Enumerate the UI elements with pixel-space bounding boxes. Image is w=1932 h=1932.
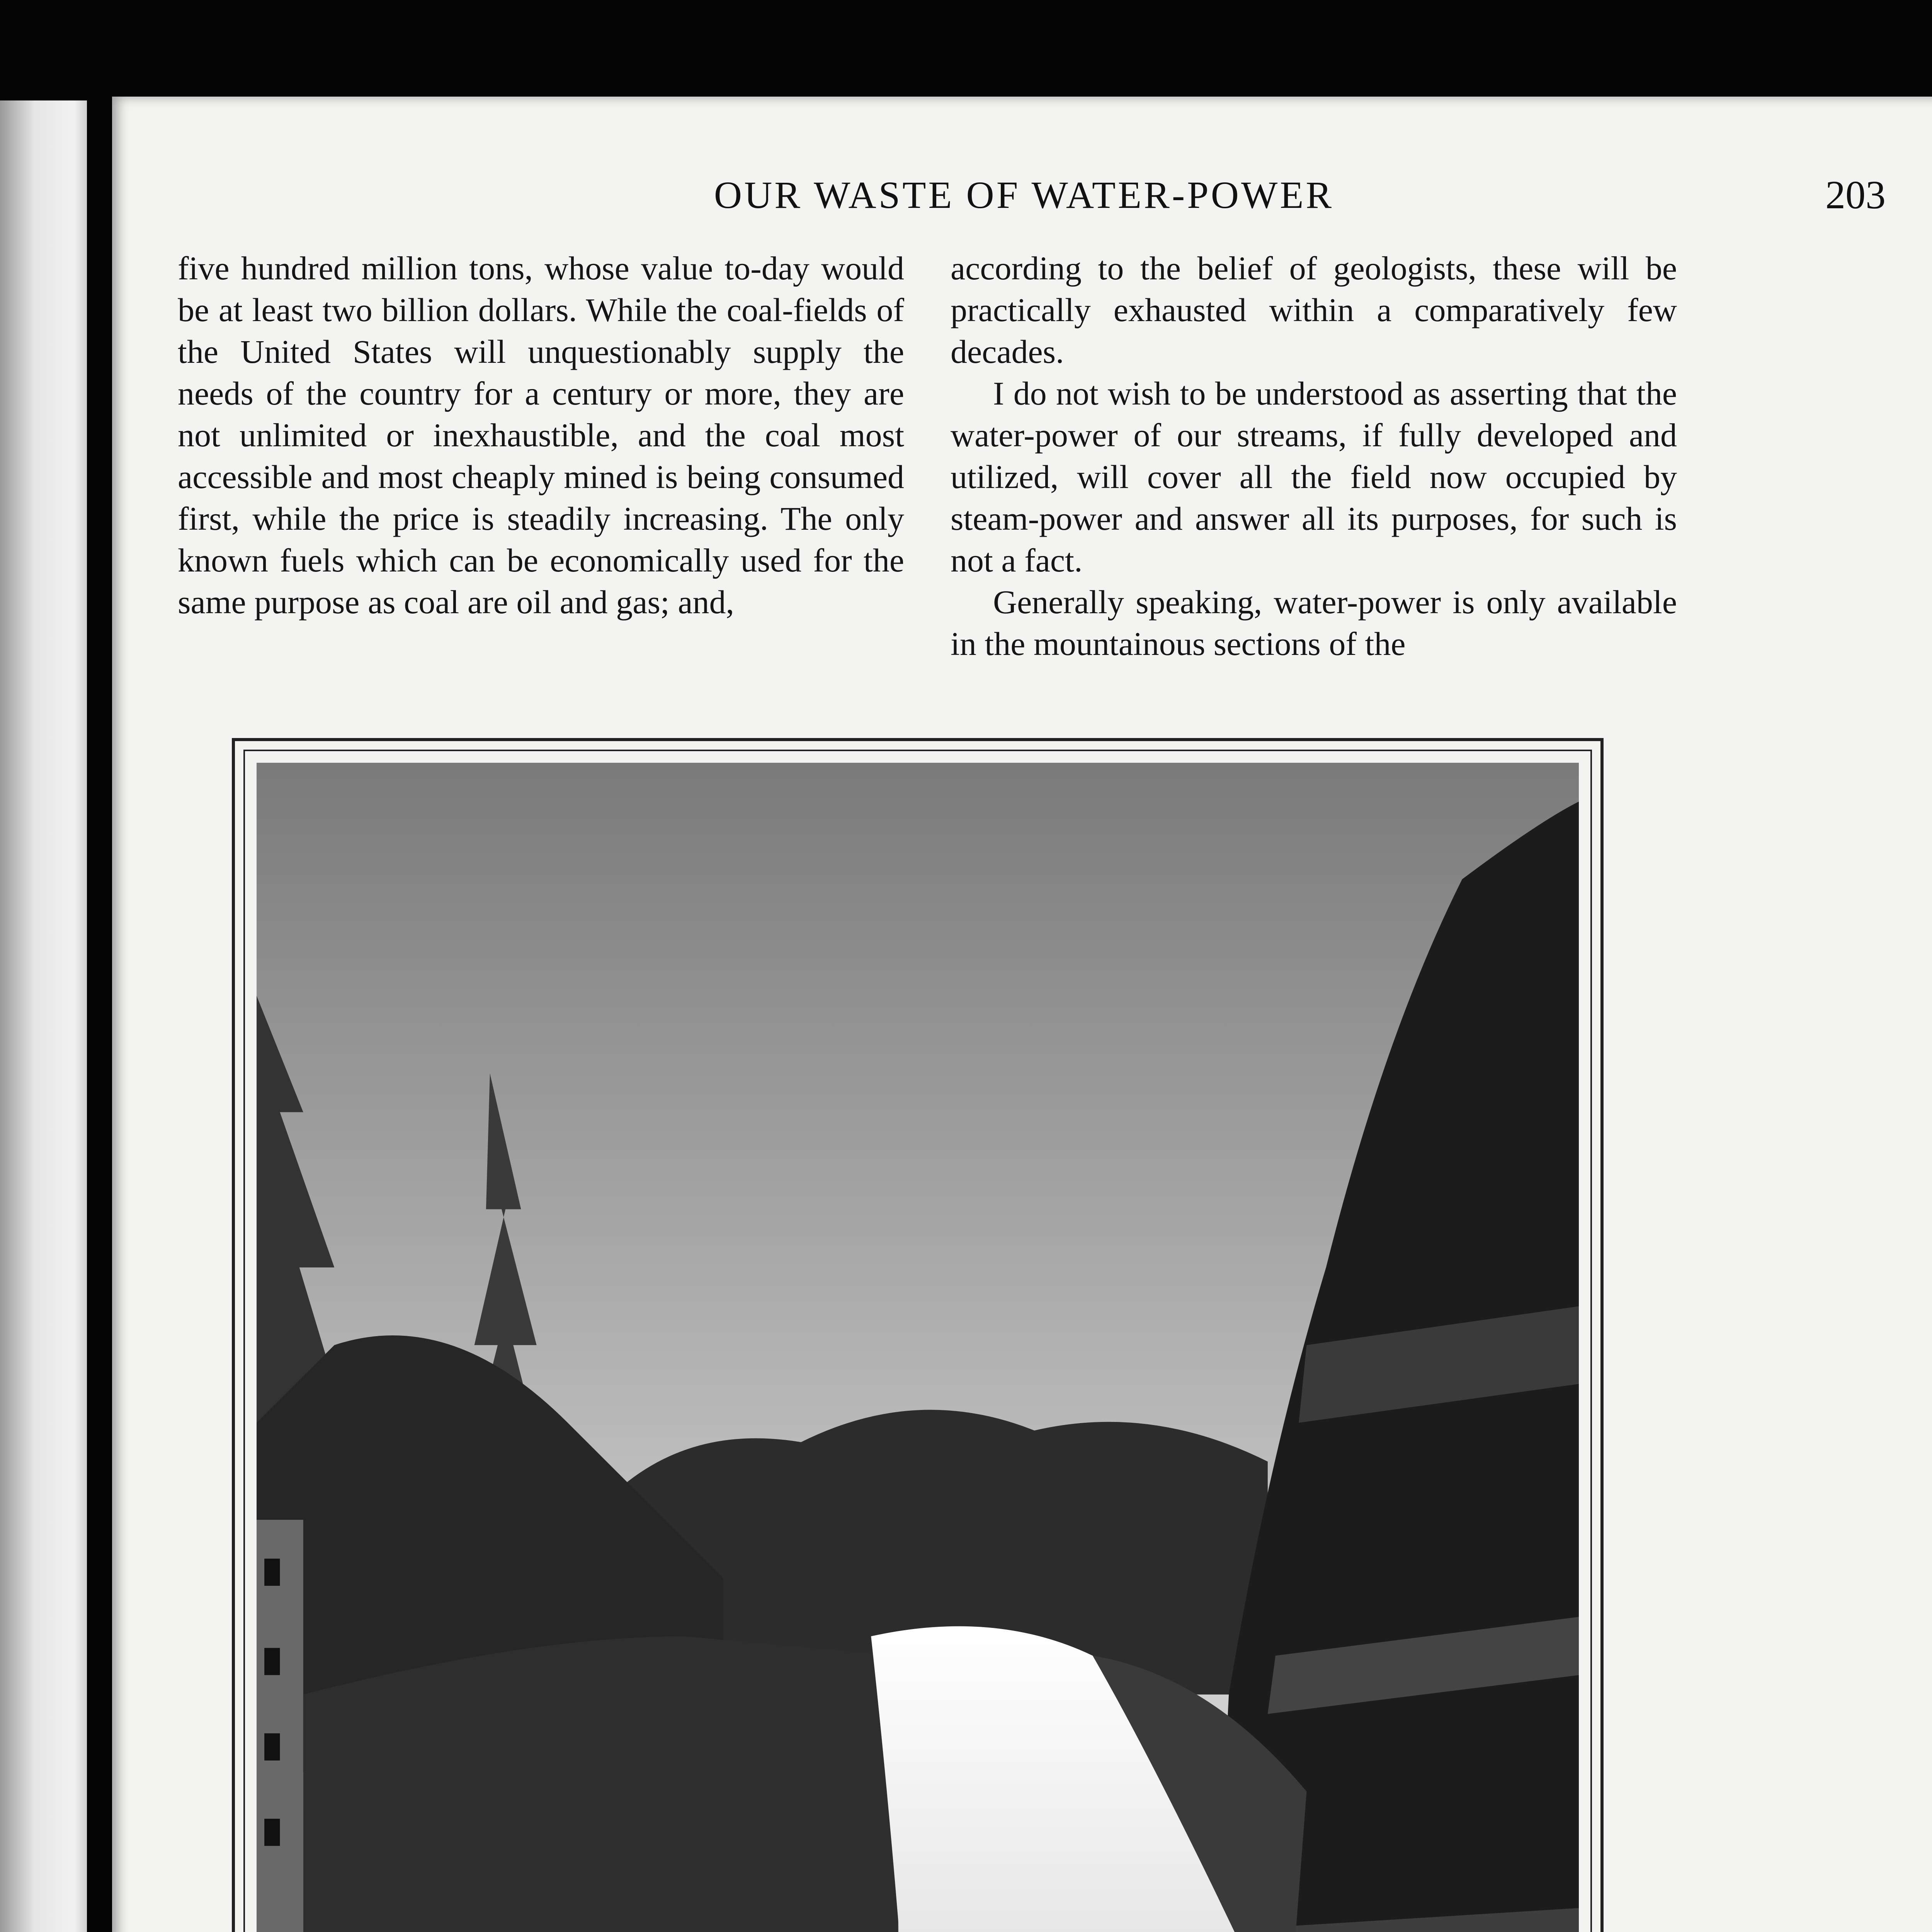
running-title: OUR WASTE OF WATER-POWER xyxy=(714,173,1334,216)
paragraph: I do not wish to be understood as asserting that the water-power of our streams, if fully developed and utilized, will cover all the field now occupied by steam-power and answer all its purposes, for such is not a fact. xyxy=(951,375,1677,579)
paragraph: five hundred million tons, whose value to-day would be at least two billion dollars. While the coal-fields of the United States will unquestionably supply the needs of the country for a century or more, they are not unlimited or inexhaustible, and the coal most accessible and most cheaply mined is being consumed first, while the price is steadily increasing. The only known fuels which can be economically used for the same purpose as coal are oil and gas; and, xyxy=(178,250,904,621)
figure-frame xyxy=(232,738,1604,1932)
page-number: 203 xyxy=(1825,173,1886,217)
previous-page-edge xyxy=(0,100,87,1932)
body-left-column xyxy=(178,247,904,623)
body-right-column xyxy=(951,247,1677,665)
paragraph: Generally speaking, water-power is only available in the mountainous sections of the xyxy=(951,583,1677,662)
figure-inner-border xyxy=(243,750,1592,1932)
paragraph: according to the belief of geologists, these will be practically exhausted within a comparatively few decades. xyxy=(951,250,1677,370)
waterfall-photo xyxy=(257,763,1579,1932)
